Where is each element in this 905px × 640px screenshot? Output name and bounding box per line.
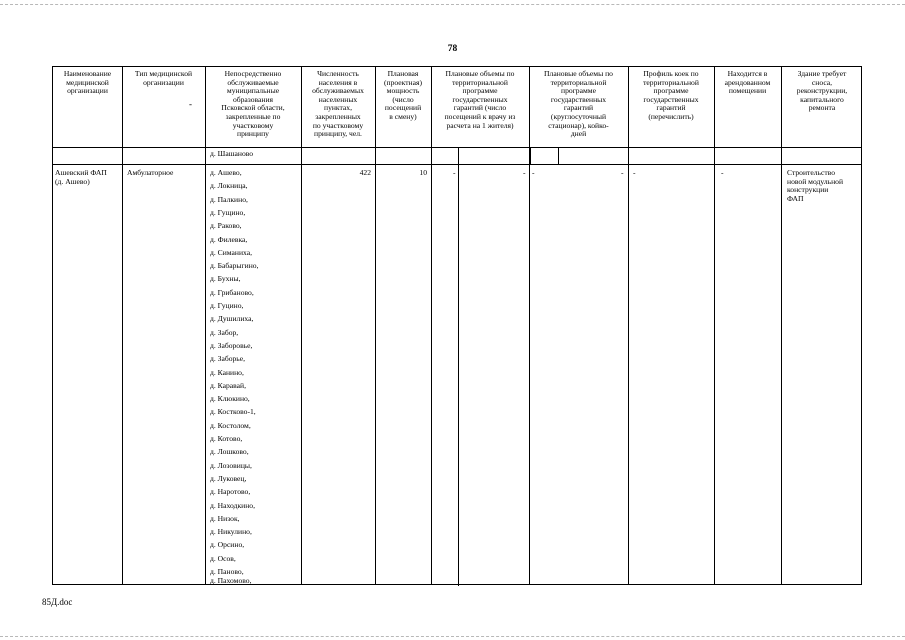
list-item: д. Палкино, xyxy=(210,194,248,204)
dash-value: - xyxy=(523,168,526,177)
list-item: д. Орсино, xyxy=(210,540,245,550)
list-item: д. Клюкино, xyxy=(210,394,250,404)
list-item: д. Канино, xyxy=(210,367,244,377)
list-item: д. Заборье, xyxy=(210,354,246,364)
dash-value: - xyxy=(633,168,636,177)
list-item: д. Костолом, xyxy=(210,420,251,430)
header-capacity: Плановая (проектная) мощность (число посещений в смену) xyxy=(383,69,422,121)
subcolumn-divider xyxy=(458,147,459,586)
header-bottom-rule xyxy=(53,147,861,148)
header-planned-visits: Плановые объемы по территориальной программе государственных гарантий (число посещений к врачу из расчета на 1 жителя) xyxy=(444,69,516,130)
list-item: д. Каравай, xyxy=(210,380,246,390)
list-item: д. Бабарыгино, xyxy=(210,261,259,271)
list-item: д. Заборовье, xyxy=(210,340,253,350)
dash-value: - xyxy=(721,168,724,177)
list-item: д. Симаниха, xyxy=(210,247,253,257)
list-item: д. Бухны, xyxy=(210,274,241,284)
page-number: 78 xyxy=(447,44,458,54)
list-item: д. Ашево, xyxy=(210,168,242,177)
rebuild-note: Строительство новой модульной конструкции ФАП xyxy=(787,168,844,203)
list-item: д. Наротово, xyxy=(210,487,251,497)
list-item: д. Лозовицы, xyxy=(210,460,252,470)
list-item: д. Раково, xyxy=(210,221,242,231)
list-item: д. Находкино, xyxy=(210,500,255,510)
column-divider xyxy=(375,67,376,584)
column-divider xyxy=(529,67,530,584)
column-divider xyxy=(122,67,123,584)
header-rented-premises: Находится в арендованном помещении xyxy=(724,69,771,96)
header-org-name: Наименование медицинской организации xyxy=(63,69,112,96)
population-value: 422 xyxy=(359,168,371,177)
column-divider xyxy=(205,67,206,584)
list-item: д. Лошково, xyxy=(210,447,249,457)
column-divider xyxy=(431,67,432,584)
header-bed-profile: Профиль коек по территориальной программе государственных гарантий (перечислить) xyxy=(643,69,699,121)
subcolumn-divider xyxy=(431,147,432,164)
carryover-village: д. Шашаново xyxy=(210,149,254,158)
column-divider xyxy=(714,67,715,584)
subcolumn-divider xyxy=(628,147,629,164)
list-item: д. Забор, xyxy=(210,327,239,337)
list-item: д. Котово, xyxy=(210,434,243,443)
list-item: д. Никулино, xyxy=(210,527,252,537)
row-rule xyxy=(53,164,861,165)
footer-filename: 85Д.doc xyxy=(42,597,73,607)
list-item: д. Грибаново, xyxy=(210,287,254,297)
scan-edge-top xyxy=(0,4,905,5)
org-name: Ашевский ФАП (д. Ашево) xyxy=(55,168,107,186)
header-planned-bed-days: Плановые объемы по территориальной программе государственных гарантий (круглосуточный стационар), койко- дней xyxy=(544,69,613,139)
list-item: д. Осов, xyxy=(210,553,236,563)
header-stray-mark: - xyxy=(189,99,192,109)
dash-value: - xyxy=(453,168,456,177)
header-org-type: Тип медицинской организации xyxy=(134,69,193,87)
facilities-table xyxy=(52,66,862,585)
subcolumn-divider xyxy=(530,147,531,164)
header-building-rebuild: Здание требует сноса, реконструкции, капитального ремонта xyxy=(796,69,848,113)
dash-value: - xyxy=(621,168,624,177)
capacity-value: 10 xyxy=(419,168,427,177)
list-item: д. Пахомово, xyxy=(210,576,252,585)
header-municipalities: Непосредственно обслуживаемые муниципальные образования Псковской области, закрепленные по участковому принципу xyxy=(221,69,285,139)
org-type: Амбулаторное xyxy=(127,168,174,177)
list-item: д. Филевка, xyxy=(210,234,248,244)
dash-value: - xyxy=(532,168,535,177)
list-item: д. Гущино, xyxy=(210,207,246,217)
header-population: Численность населения в обслуживаемых населенных пунктах, закрепленных по участковому принципу, чел. xyxy=(312,69,364,139)
list-item: д. Локница, xyxy=(210,181,248,191)
list-item: д. Луковец, xyxy=(210,473,247,483)
list-item: д. Низок, xyxy=(210,513,240,523)
scan-edge-bottom xyxy=(0,636,905,637)
list-item: д. Паново, xyxy=(210,567,244,576)
subcolumn-divider xyxy=(558,147,559,164)
column-divider xyxy=(628,67,629,584)
list-item: д. Гуцино, xyxy=(210,301,244,310)
column-divider xyxy=(781,67,782,584)
list-item: д. Костково-1, xyxy=(210,407,256,417)
list-item: д. Душилиха, xyxy=(210,314,254,324)
